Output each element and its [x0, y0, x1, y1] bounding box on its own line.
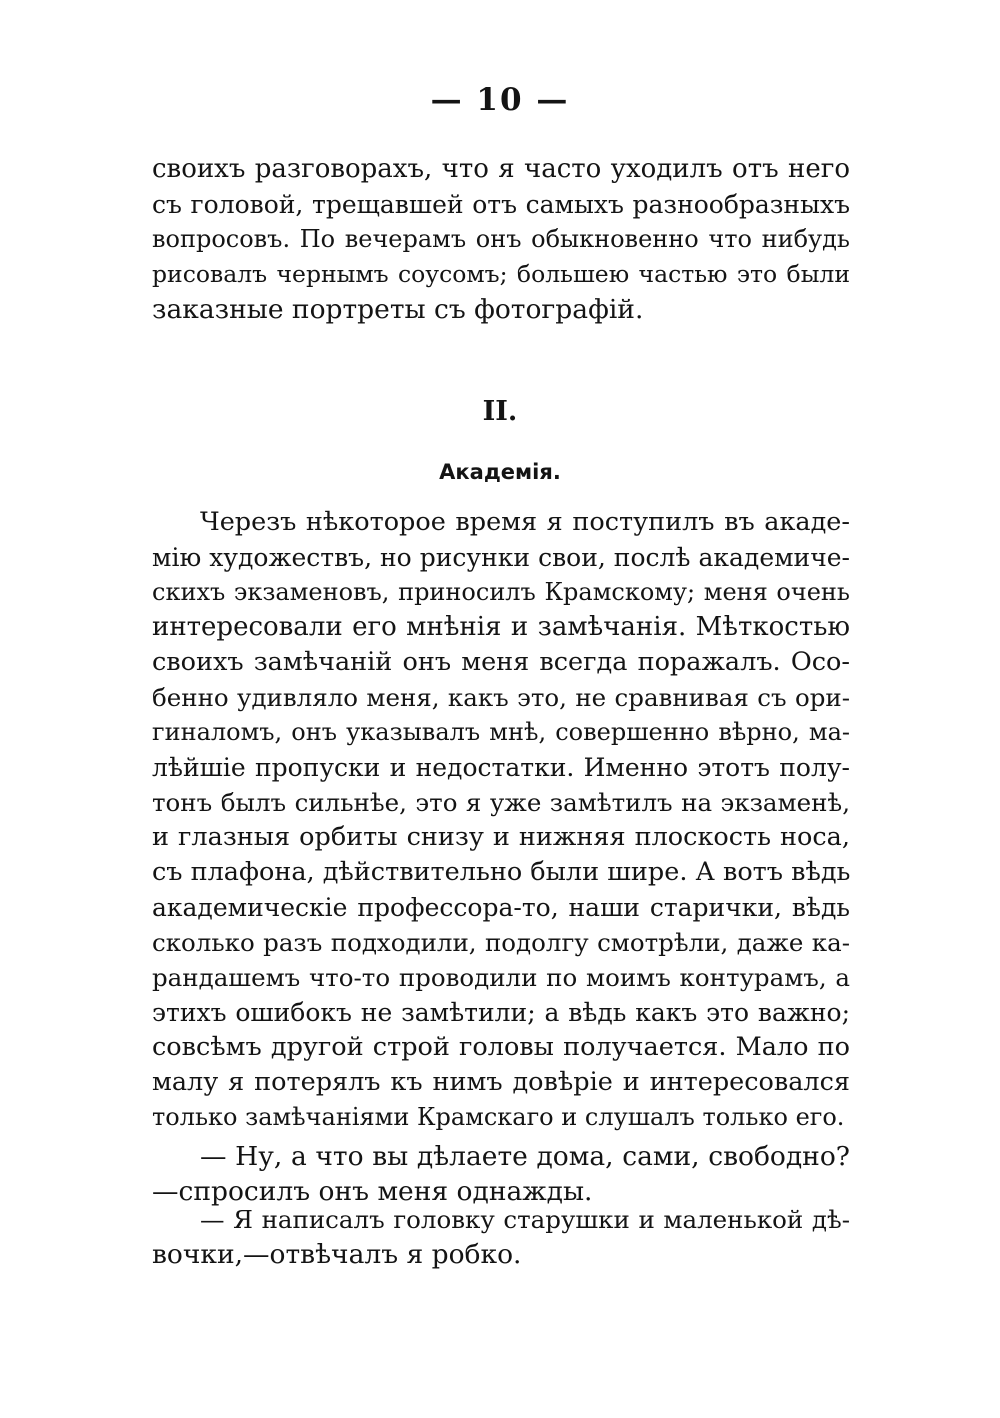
text-line: съ головой, трещавшей отъ самыхъ разнообразныхъ — [152, 190, 850, 219]
text-line: мію художествъ, но рисунки свои, послѣ академиче- — [152, 543, 850, 572]
chapter-title: Академія. — [439, 460, 561, 484]
text-line: своихъ замѣчаній онъ меня всегда поражалъ. Осо- — [152, 647, 850, 677]
text-line: только замѣчаніями Крамскаго и слушалъ только его. — [152, 1103, 845, 1131]
text-line: гиналомъ, онъ указывалъ мнѣ, совершенно вѣрно, ма- — [152, 718, 850, 746]
text-line: лѣйшіе пропуски и недостатки. Именно этотъ полу- — [152, 753, 850, 782]
text-line: —спросилъ онъ меня однажды. — [152, 1176, 593, 1207]
dialogue-paragraph — [152, 1139, 850, 1209]
text-line: рисовалъ чернымъ соусомъ; большею частью это были — [152, 260, 850, 288]
text-line: этихъ ошибокъ не замѣтили; а вѣдь какъ это важно; — [152, 998, 850, 1027]
text-line: академическіе профессора-то, наши старички, вѣдь — [152, 893, 850, 922]
text-line: малу я потерялъ къ нимъ довѣріе и интересовался — [152, 1067, 850, 1097]
text-line: съ плафона, дѣйствительно были шире. А вотъ вѣдь — [152, 857, 851, 887]
text-line: тонъ былъ сильнѣе, это я уже замѣтилъ на экзаменѣ, — [152, 788, 850, 817]
text-line: рандашемъ что-то проводили по моимъ контурамъ, а — [152, 963, 850, 992]
text-line: заказные портреты съ фотографій. — [152, 294, 644, 325]
text-line: своихъ разговорахъ, что я часто уходилъ отъ него — [152, 154, 850, 184]
text-line: — Ну, а что вы дѣлаете дома, сами, свободно? — [200, 1141, 850, 1172]
text-line: и глазныя орбиты снизу и нижняя плоскость носа, — [152, 822, 850, 852]
chapter-number: II. — [482, 396, 518, 427]
text-line: — Я написалъ головку старушки и маленькой дѣ- — [200, 1205, 850, 1234]
text-line: вопросовъ. По вечерамъ онъ обыкновенно что нибудь — [152, 225, 850, 253]
text-line: Черезъ нѣкоторое время я поступилъ въ акаде- — [200, 507, 850, 537]
dialogue-paragraph — [152, 1202, 850, 1272]
text-line: скихъ экзаменовъ, приносилъ Крамскому; меня очень — [152, 578, 850, 606]
continuation-paragraph — [152, 152, 850, 327]
text-line: интересовали его мнѣнія и замѣчанія. Мѣткостью — [152, 612, 850, 642]
text-line: бенно удивляло меня, какъ это, не сравнивая съ ори- — [152, 683, 850, 712]
main-paragraph — [152, 505, 850, 1135]
text-line: совсѣмъ другой строй головы получается. Мало по — [152, 1032, 850, 1062]
page-number: — 10 — — [430, 82, 570, 118]
text-line: сколько разъ подходили, подолгу смотрѣли, даже ка- — [152, 928, 850, 957]
text-line: вочки,—отвѣчалъ я робко. — [152, 1239, 522, 1270]
